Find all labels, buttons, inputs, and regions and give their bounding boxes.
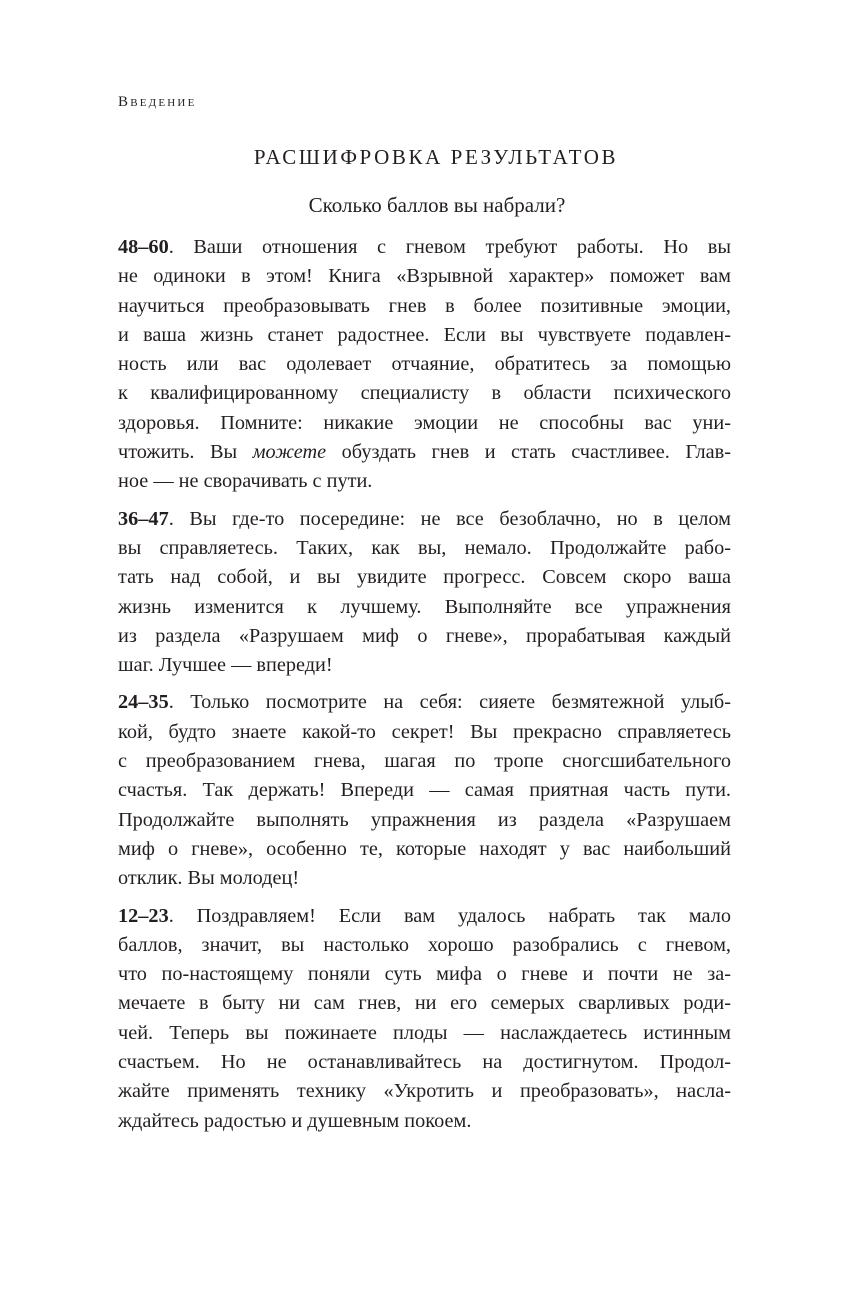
line-text: Продолжайте выполнять упражнения из раздела «Разрушаем [118,808,731,831]
paragraph-line [118,292,731,321]
line-text: ность или вас одолевает отчаяние, обратитесь за помощью [118,353,731,376]
paragraph-line [118,1019,731,1048]
line-text: к квалифицированному специалисту в области психического [118,382,731,405]
paragraph-line [118,718,731,747]
score-paragraph [118,902,731,1136]
paragraph-line [118,379,731,408]
paragraph-line [118,233,731,262]
score-paragraph [118,233,731,497]
emphasis-text: можете [252,441,327,464]
line-text: жайте применять технику «Укротить и преобразовать», насла- [118,1080,731,1103]
line-text: счастья. Так держать! Впереди — самая приятная часть пути. [118,779,731,802]
line-text: с преобразованием гнева, шагая по тропе сногсшибательного [118,750,731,773]
line-text: . Ваши отношения с гневом требуют работы. Но вы [168,236,731,258]
score-range: 48–60 [118,236,169,258]
line-text: и ваша жизнь станет радостнее. Если вы чувствуете подавлен- [118,323,731,346]
line-text: чей. Теперь вы пожинаете плоды — наслаждаетесь истинным [118,1021,731,1044]
score-paragraph [118,688,731,893]
line-text: из раздела «Разрушаем миф о гневе», прорабатывая каждый [118,624,731,647]
paragraph-line [118,563,731,592]
line-text: обуздать гнев и стать счастливее. Глав- [326,441,731,464]
paragraph-line [118,989,731,1018]
paragraph-line [118,651,731,680]
section-title: РАСШИФРОВКА РЕЗУЛЬТАТОВ [253,145,619,169]
paragraph-line [118,438,731,467]
line-text: . Поздравляем! Если вам удалось набрать так мало [168,904,731,927]
paragraph-line [118,409,731,438]
line-text: отклик. Вы молодец! [118,867,300,890]
paragraph-line [118,534,731,563]
line-text: мечаете в быту ни сам гнев, ни его семерых сварливых роди- [118,992,731,1015]
line-text: ное — не сворачивать с пути. [118,470,373,493]
body-text [118,233,731,1144]
paragraph-line [118,1077,731,1106]
paragraph-line [118,902,731,931]
line-text: миф о гневе», особенно те, которые находят у вас наибольший [118,837,731,860]
line-text: . Вы где-то посередине: не все безоблачно, но в целом [168,507,731,530]
line-text: жизнь изменится к лучшему. Выполняйте все упражнения [118,595,731,618]
paragraph-line [118,864,731,893]
line-text: чтожить. Вы [118,441,253,464]
line-text: счастьем. Но не останавливайтесь на достигнутом. Продол- [118,1051,731,1074]
line-text: здоровья. Помните: никакие эмоции не способны вас уни- [118,411,731,434]
line-text: баллов, значит, вы настолько хорошо разобрались с гневом, [118,933,731,956]
subtitle: Сколько баллов вы набрали? [308,193,566,217]
paragraph-line [118,835,731,864]
line-text: шаг. Лучшее — впереди! [118,654,333,677]
paragraph-line [118,1048,731,1077]
paragraph-line [118,688,731,717]
line-text: не одиноки в этом! Книга «Взрывной характер» поможет вам [118,265,731,288]
paragraph-line [118,321,731,350]
score-range: 12–23 [118,904,169,927]
paragraph-line [118,776,731,805]
line-text: что по-настоящему поняли суть мифа о гневе и почти не за- [118,963,731,986]
paragraph-line [118,1107,731,1136]
paragraph-line [118,505,731,534]
line-text: научиться преобразовывать гнев в более позитивные эмоции, [118,294,731,317]
paragraph-line [118,467,731,496]
running-head: Введение [118,94,197,110]
paragraph-line [118,931,731,960]
paragraph-line [118,960,731,989]
line-text: . Только посмотрите на себя: сияете безмятежной улыб- [168,691,731,714]
score-range: 24–35 [118,691,169,714]
paragraph-line [118,806,731,835]
score-paragraph [118,505,731,681]
paragraph-line [118,350,731,379]
line-text: вы справляетесь. Таких, как вы, немало. Продолжайте рабо- [118,536,731,559]
paragraph-line [118,747,731,776]
score-range: 36–47 [118,507,169,530]
line-text: тать над собой, и вы увидите прогресс. Совсем скоро ваша [118,566,731,589]
line-text: ждайтесь радостью и душевным покоем. [118,1109,472,1132]
paragraph-line [118,622,731,651]
paragraph-line [118,593,731,622]
paragraph-line [118,262,731,291]
line-text: кой, будто знаете какой-то секрет! Вы прекрасно справляетесь [118,720,731,743]
